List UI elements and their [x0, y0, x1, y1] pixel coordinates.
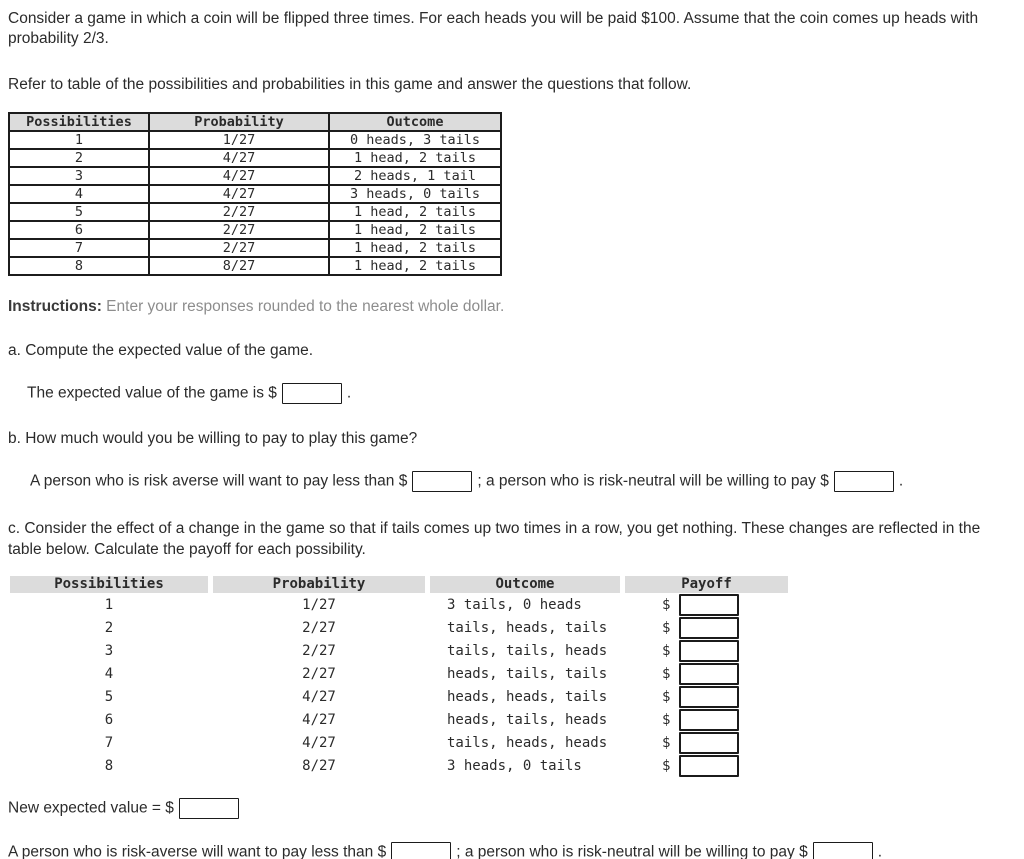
- outcome-cell: 1 head, 2 tails: [329, 239, 501, 257]
- payoff-cell: [625, 685, 788, 708]
- part-a-answer-line: [8, 383, 1016, 404]
- final-text-1: A person who is risk-averse will want to pay less than $: [8, 843, 387, 859]
- probability-cell: 4/27: [302, 734, 336, 751]
- probability-cell: 2/27: [302, 665, 336, 682]
- part-c-heading: c. Consider the effect of a change in the game so that if tails comes up two times in a row, you get nothing. These changes are reflected in the table below. Calculate the payoff for each possibility.: [8, 520, 981, 558]
- possibility-cell: 4: [104, 665, 114, 682]
- outcome-cell: 3 heads, 0 tails: [329, 185, 501, 203]
- outcome-cell: heads, tails, tails: [447, 665, 608, 682]
- outcome-cell: 3 tails, 0 heads: [447, 596, 582, 613]
- probability-cell: 4/27: [149, 167, 329, 185]
- outcome-cell: 0 heads, 3 tails: [329, 131, 501, 149]
- payoff-cell: [625, 616, 788, 639]
- outcome-cell: 1 head, 2 tails: [329, 203, 501, 221]
- dollar-sign: $: [662, 688, 671, 705]
- part-b-answer-line: [8, 471, 1016, 492]
- final-period: .: [877, 843, 883, 859]
- new-expected-value-line: [8, 798, 1016, 819]
- table-row: [10, 731, 788, 754]
- t2-header-possibilities: Possibilities: [10, 576, 208, 593]
- refer-paragraph: Refer to table of the possibilities and probabilities in this game and answer the questions that follow.: [8, 76, 692, 93]
- possibility-cell: 4: [9, 185, 149, 203]
- outcome-cell: tails, heads, heads: [447, 734, 608, 751]
- t1-header-outcome: Outcome: [329, 113, 501, 131]
- probability-cell: 4/27: [302, 711, 336, 728]
- possibility-cell: 6: [104, 711, 114, 728]
- possibility-cell: 2: [104, 619, 114, 636]
- dollar-sign: $: [662, 619, 671, 636]
- possibility-cell: 5: [9, 203, 149, 221]
- payoff-cell: [625, 731, 788, 754]
- probability-cell: 1/27: [302, 596, 336, 613]
- intro-paragraph: Consider a game in which a coin will be flipped three times. For each heads you will be paid $100. Assume that the coin comes up heads with probability 2/3.: [8, 10, 979, 47]
- outcome-cell: tails, heads, tails: [447, 619, 608, 636]
- possibility-cell: 2: [9, 149, 149, 167]
- payoff-input-3[interactable]: [679, 640, 739, 662]
- t2-header-probability: Probability: [213, 576, 425, 593]
- possibility-cell: 3: [104, 642, 114, 659]
- payoff-cell: [625, 639, 788, 662]
- instructions-label: Instructions:: [8, 298, 102, 315]
- dollar-sign: $: [662, 642, 671, 659]
- part-b-heading: b. How much would you be willing to pay to play this game?: [8, 430, 418, 447]
- payoff-input-8[interactable]: [679, 755, 739, 777]
- payoff-input-4[interactable]: [679, 663, 739, 685]
- outcome-cell: 2 heads, 1 tail: [329, 167, 501, 185]
- outcome-cell: heads, heads, tails: [447, 688, 608, 705]
- payoff-table: [5, 576, 793, 777]
- possibility-cell: 5: [104, 688, 114, 705]
- table-row: [10, 708, 788, 731]
- final-answer-line: [8, 842, 1016, 859]
- table-row: [9, 257, 501, 275]
- t1-header-probability: Probability: [149, 113, 329, 131]
- probability-cell: 2/27: [302, 642, 336, 659]
- payoff-cell: [625, 754, 788, 777]
- probability-cell: 2/27: [149, 221, 329, 239]
- dollar-sign: $: [662, 734, 671, 751]
- risk-neutral-input[interactable]: [834, 471, 894, 492]
- outcome-cell: heads, tails, heads: [447, 711, 608, 728]
- probability-cell: 8/27: [149, 257, 329, 275]
- part-b-period: .: [898, 472, 904, 490]
- possibility-cell: 1: [9, 131, 149, 149]
- table-row: [10, 685, 788, 708]
- part-b-text-1: A person who is risk averse will want to pay less than $: [30, 472, 408, 490]
- payoff-input-5[interactable]: [679, 686, 739, 708]
- probability-cell: 8/27: [302, 757, 336, 774]
- table-row: [10, 662, 788, 685]
- possibility-cell: 8: [9, 257, 149, 275]
- probability-cell: 2/27: [149, 239, 329, 257]
- table-row: [10, 616, 788, 639]
- table-row: [10, 639, 788, 662]
- probability-cell: 2/27: [302, 619, 336, 636]
- payoff-cell: [625, 593, 788, 616]
- possibility-cell: 1: [104, 596, 114, 613]
- probability-cell: 1/27: [149, 131, 329, 149]
- part-a-period: .: [346, 384, 352, 402]
- part-b-text-2: ; a person who is risk-neutral will be willing to pay $: [477, 472, 829, 490]
- final-risk-neutral-input[interactable]: [813, 842, 873, 859]
- outcome-cell: 1 head, 2 tails: [329, 149, 501, 167]
- possibility-cell: 7: [104, 734, 114, 751]
- possibility-cell: 6: [9, 221, 149, 239]
- table-row: [9, 221, 501, 239]
- table-row: [10, 593, 788, 616]
- final-text-2: ; a person who is risk-neutral will be willing to pay $: [456, 843, 808, 859]
- new-ev-label: New expected value = $: [8, 799, 174, 817]
- table-row: [9, 203, 501, 221]
- t2-header-payoff: Payoff: [625, 576, 788, 593]
- probability-cell: 4/27: [302, 688, 336, 705]
- table-row: [9, 239, 501, 257]
- payoff-input-6[interactable]: [679, 709, 739, 731]
- dollar-sign: $: [662, 596, 671, 613]
- payoff-input-7[interactable]: [679, 732, 739, 754]
- dollar-sign: $: [662, 665, 671, 682]
- possibilities-table: [8, 112, 502, 276]
- payoff-cell: [625, 708, 788, 731]
- table-header-row: [10, 576, 788, 593]
- t1-header-possibilities: Possibilities: [9, 113, 149, 131]
- part-a-heading: a. Compute the expected value of the game.: [8, 342, 314, 359]
- outcome-cell: 1 head, 2 tails: [329, 257, 501, 275]
- t2-header-outcome: Outcome: [430, 576, 620, 593]
- expected-value-input[interactable]: [282, 383, 342, 404]
- outcome-cell: tails, tails, heads: [447, 642, 608, 659]
- new-expected-value-input[interactable]: [179, 798, 239, 819]
- table-header-row: [9, 113, 501, 131]
- dollar-sign: $: [662, 711, 671, 728]
- probability-cell: 4/27: [149, 149, 329, 167]
- possibility-cell: 7: [9, 239, 149, 257]
- dollar-sign: $: [662, 757, 671, 774]
- final-risk-averse-input[interactable]: [391, 842, 451, 859]
- table-row: [10, 754, 788, 777]
- table-row: [9, 185, 501, 203]
- risk-averse-input[interactable]: [412, 471, 472, 492]
- table-row: [9, 167, 501, 185]
- payoff-cell: [625, 662, 788, 685]
- outcome-cell: 3 heads, 0 tails: [447, 757, 582, 774]
- instructions-line: [8, 298, 1016, 316]
- probability-cell: 2/27: [149, 203, 329, 221]
- possibility-cell: 8: [104, 757, 114, 774]
- possibility-cell: 3: [9, 167, 149, 185]
- instructions-text: Enter your responses rounded to the nearest whole dollar.: [101, 298, 505, 315]
- payoff-input-2[interactable]: [679, 617, 739, 639]
- table-row: [9, 149, 501, 167]
- payoff-input-1[interactable]: [679, 594, 739, 616]
- outcome-cell: 1 head, 2 tails: [329, 221, 501, 239]
- part-a-prompt: The expected value of the game is $: [27, 384, 277, 402]
- probability-cell: 4/27: [149, 185, 329, 203]
- table-row: [9, 131, 501, 149]
